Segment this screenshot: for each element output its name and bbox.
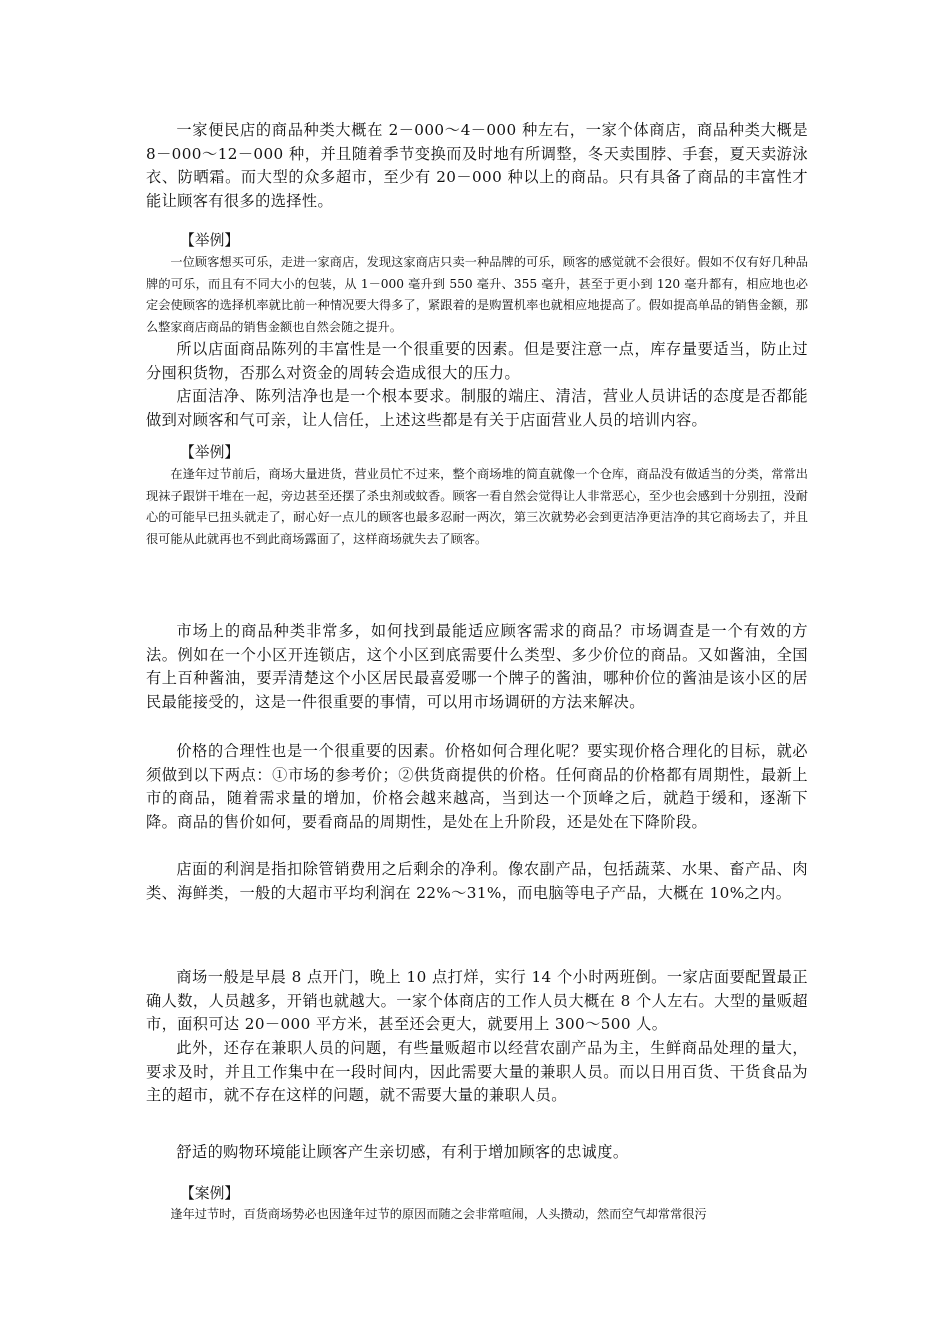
example-heading-2: 【举例】 [180, 444, 240, 461]
paragraph-staffing: 商场一般是早晨 8 点开门，晚上 10 点打烊，实行 14 个小时两班倒。一家店面要配置最正确人数，人员越多，开销也就越大。一家个体商店的工作人员大概在 8 个人左右。大型的量贩超市，面积可达 20－000 平方米，甚至还会更大，就要用上 300～500 人。 [146, 968, 808, 1034]
paragraph-market-research: 市场上的商品种类非常多，如何找到最能适应顾客需求的商品？市场调查是一个有效的方法。例如在一个小区开连锁店，这个小区到底需要什么类型、多少价位的商品。又如酱油，全国有上百种酱油，要弄清楚这个小区居民最喜爱哪一个牌子的酱油，哪种价位的酱油是该小区的居民最能接受的，这是一件很重要的事情，可以用市场调研的方法来解决。 [146, 622, 808, 711]
paragraph-part-time: 此外，还存在兼职人员的问题，有些量贩超市以经营农副产品为主，生鲜商品处理的量大，要求及时，并且工作集中在一段时间内，因此需要大量的兼职人员。而以日用百货、干货食品为主的超市，就不存在这样的问题，就不需要大量的兼职人员。 [146, 1039, 808, 1105]
paragraph-environment: 舒适的购物环境能让顾客产生亲切感，有利于增加顾客的忠诚度。 [176, 1143, 629, 1161]
paragraph-product-variety: 一家便民店的商品种类大概在 2－000～4－000 种左右，一家个体商店，商品种类大概是 8－000～12－000 种，并且随着季节变换而及时地有所调整，冬天卖围脖、手套，夏天卖游泳衣、防晒霜。而大型的众多超市，至少有 20－000 种以上的商品。只有具备了商品的丰富性才能让顾客有很多的选择性。 [146, 121, 808, 210]
example-text-holiday: 在逢年过节前后，商场大量进货，营业员忙不过来，整个商场堆的简直就像一个仓库，商品没有做适当的分类，常常出现袜子跟饼干堆在一起，旁边甚至还摆了杀虫剂或蚊香。顾客一看自然会觉得让人非常恶心，至少也会感到十分别扭，没耐心的可能早已扭头就走了，耐心好一点儿的顾客也最多忍耐一两次，第三次就势必会到更洁净更洁净的其它商场去了，并且很可能从此就再也不到此商场露面了，这样商场就失去了顾客。 [146, 467, 808, 546]
paragraph-profit: 店面的利润是指扣除管销费用之后剩余的净利。像农副产品，包括蔬菜、水果、畜产品、肉类、海鲜类，一般的大超市平均利润在 22%～31%，而电脑等电子产品，大概在 10%之内。 [146, 860, 808, 902]
paragraph-cleanliness: 店面洁净、陈列洁净也是一个根本要求。制服的端庄、清洁，营业人员讲话的态度是否都能做到对顾客和气可亲，让人信任，上述这些都是有关于店面营业人员的培训内容。 [146, 387, 808, 429]
example-text-cola: 一位顾客想买可乐，走进一家商店，发现这家商店只卖一种品牌的可乐，顾客的感觉就不会很好。假如不仅有好几种品牌的可乐，而且有不同大小的包装，从 1－000 毫升到 550 毫升、355 毫升，甚至于更小到 120 毫升都有，相应地也必定会使顾客的选择机率就比前一种情况要大得多了，紧跟着的是购置机率也就相应地提高了。假如提高单品的销售金额，那么整家商店商品的销售金额也自然会随之提升。 [146, 255, 808, 334]
case-heading: 【案例】 [180, 1185, 240, 1202]
example-heading-1: 【举例】 [180, 232, 240, 249]
paragraph-pricing: 价格的合理性也是一个很重要的因素。价格如何合理化呢？要实现价格合理化的目标，就必须做到以下两点：①市场的参考价；②供货商提供的价格。任何商品的价格都有周期性，最新上市的商品，随着需求量的增加，价格会越来越高，当到达一个顶峰之后，就趋于缓和，逐渐下降。商品的售价如何，要看商品的周期性，是处在上升阶段，还是处在下降阶段。 [146, 742, 808, 831]
paragraph-inventory: 所以店面商品陈列的丰富性是一个很重要的因素。但是要注意一点，库存量要适当，防止过分囤积货物，否那么对资金的周转会造成很大的压力。 [146, 340, 808, 382]
case-text: 逢年过节时，百货商场势必也因逢年过节的原因而随之会非常喧闹，人头攒动，然而空气却常常很污 [170, 1207, 707, 1221]
